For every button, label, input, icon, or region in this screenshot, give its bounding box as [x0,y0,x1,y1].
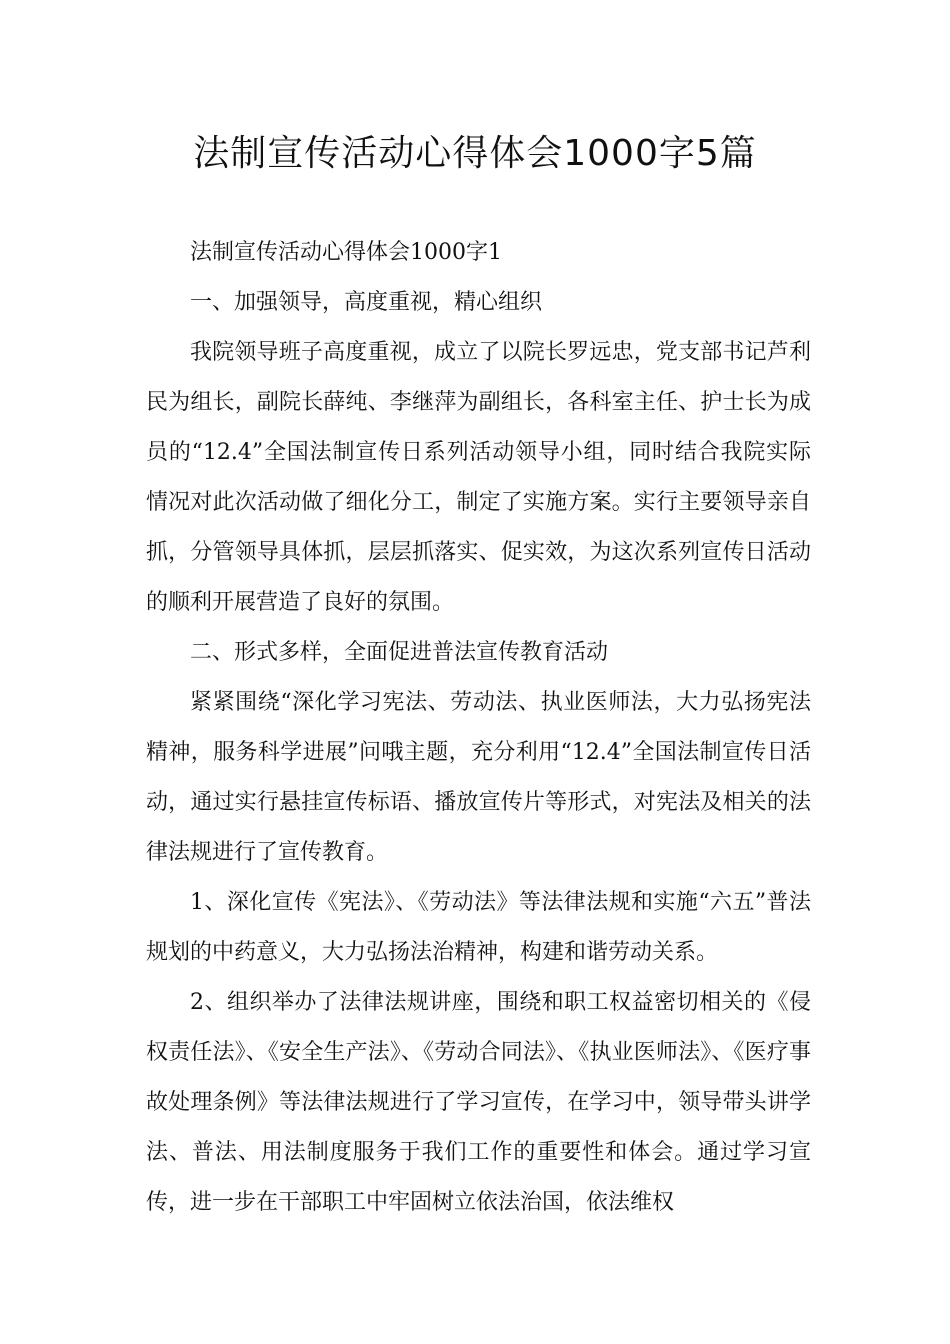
body-paragraph: 紧紧围绕“深化学习宪法、劳动法、执业医师法，大力弘扬宪法精神，服务科学进展”问哦主题，充分利用“12.4”全国法制宣传日活动，通过实行悬挂宣传标语、播放宣传片等形式，对宪法及相关的法律法规进行了宣传教育。 [146,690,811,865]
subheading: 二、形式多样，全面促进普法宣传教育活动 [190,640,609,665]
subheading: 一、加强领导，高度重视，精心组织 [190,290,543,315]
list-item: 1、深化宣传《宪法》、《劳动法》等法律法规和实施“六五”普法规划的中药意义，大力弘扬法治精神，构建和谐劳动关系。 [146,890,811,965]
document-title: 法制宣传活动心得体会1000字5篇 [193,133,757,174]
body-paragraph: 我院领导班子高度重视，成立了以院长罗远忠，党支部书记芦利民为组长，副院长薛纯、李继萍为副组长，各科室主任、护士长为成员的“12.4”全国法制宣传日系列活动领导小组，同时结合我院实际情况对此次活动做了细化分工，制定了实施方案。实行主要领导亲自抓，分管领导具体抓，层层抓落实、促实效，为这次系列宣传日活动的顺利开展营造了良好的氛围。 [146,340,811,615]
section-heading: 法制宣传活动心得体会1000字1 [190,240,502,265]
document-body [146,228,811,1228]
list-item: 2、组织举办了法律法规讲座，围绕和职工权益密切相关的《侵权责任法》、《安全生产法》、《劳动合同法》、《执业医师法》、《医疗事故处理条例》等法律法规进行了学习宣传，在学习中，领导带头讲学法、普法、用法制度服务于我们工作的重要性和体会。通过学习宣传，进一步在干部职工中牢固树立依法治国，依法维权 [146,990,811,1215]
